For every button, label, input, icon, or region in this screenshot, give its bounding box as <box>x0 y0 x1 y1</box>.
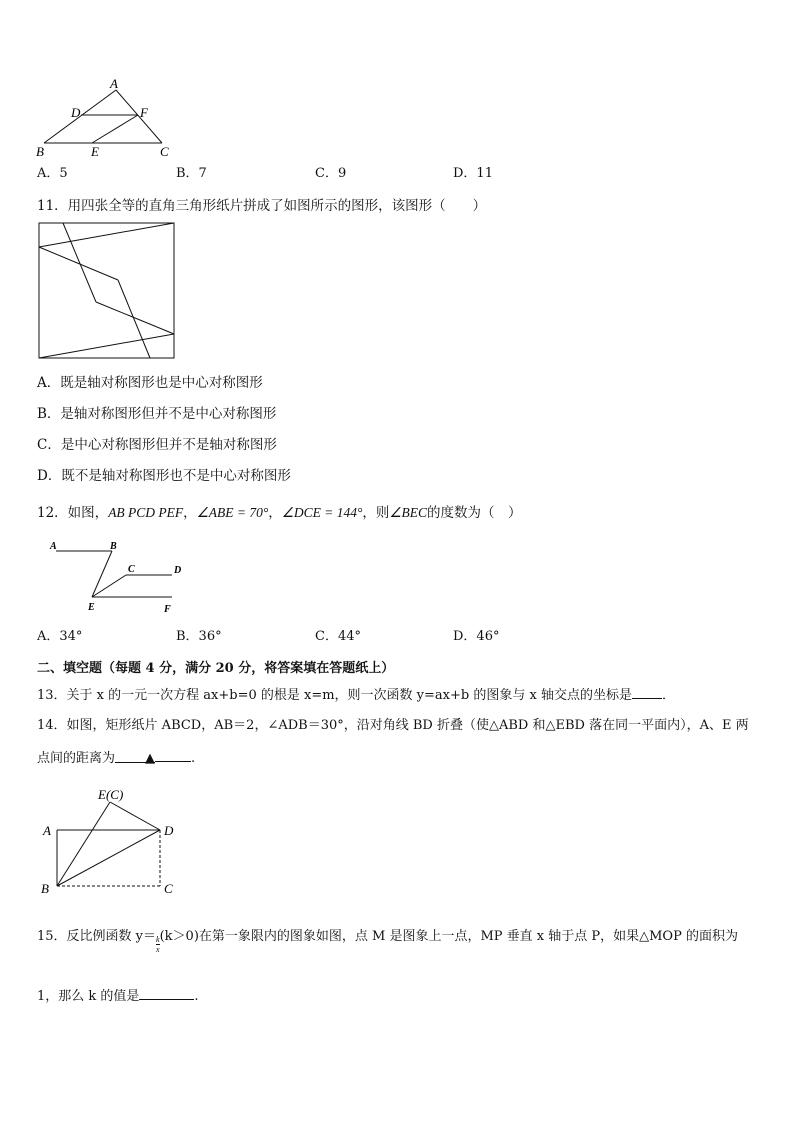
q12-prefix: 12．如图， <box>37 505 109 521</box>
q14-label-a: A <box>43 823 51 838</box>
q13-answer-blank[interactable] <box>632 686 662 699</box>
q15-fraction <box>156 935 160 954</box>
q13-text: 13．关于 x 的一元一次方程 ax+b=0 的根是 x=m，则一次函数 y=ax+b 的图象与 x 轴交点的坐标是 <box>37 688 632 703</box>
q12-label-c: C <box>128 564 135 575</box>
q15-answer-blank[interactable] <box>139 987 194 1000</box>
q13-end: ． <box>661 688 675 703</box>
q14-label-c: C <box>164 881 173 896</box>
section-heading-fill-in: 二、填空题（每题 4 分，满分 20 分，将答案填在答题纸上） <box>37 661 395 676</box>
q10-option-a: A．5 <box>37 166 68 181</box>
q14-diagonal-bd <box>57 830 160 886</box>
q10-triangle-figure <box>34 76 184 160</box>
q10-side-ac <box>116 90 162 143</box>
q12-option-b: B．36° <box>176 629 222 644</box>
q12-sep3: ，则 <box>362 505 390 521</box>
q10-label-d: D <box>71 105 81 120</box>
q15-line2 <box>37 987 199 1006</box>
q14-line1: 14．如图，矩形纸片 ABCD，AB＝2，∠ADB＝30°，沿对角线 BD 折叠（使△ABD 和△EBD 落在同一平面内），A、E 两 <box>37 718 749 733</box>
q11-option-c: C．是中心对称图形但并不是轴对称图形 <box>37 437 277 453</box>
q14-label-e-c: E(C) <box>98 787 124 802</box>
q11-pinwheel-square-figure <box>38 222 176 360</box>
q12-label-b: B <box>110 541 117 552</box>
q14-line2-pre: 点间的距离为 <box>37 751 116 766</box>
q14-answer-blank[interactable] <box>115 750 156 766</box>
q12-label-e: E <box>88 602 95 613</box>
q12-label-d: D <box>174 565 182 576</box>
q11-option-b: B．是轴对称图形但并不是中心对称图形 <box>37 406 277 422</box>
q15-line1 <box>37 927 738 954</box>
q15-fraction-num: k <box>156 935 160 944</box>
q12-option-a: A．34° <box>37 629 83 644</box>
q15-line2-text: 1，那么 k 的值是 <box>37 989 140 1004</box>
q10-option-b: B．7 <box>176 166 207 181</box>
q14-folded-rectangle-figure <box>36 785 186 897</box>
q10-segment-ef <box>92 115 138 143</box>
q14-answer-blank-tail[interactable] <box>155 749 191 762</box>
q12-suffix: 的度数为（ ） <box>427 505 522 521</box>
q10-option-d: D．11 <box>453 166 493 181</box>
q14-label-d: D <box>164 823 174 838</box>
q12-option-c: C．44° <box>315 629 361 644</box>
q15-pre: 15．反比例函数 y＝ <box>37 929 157 944</box>
q11-option-d: D．既不是轴对称图形也不是中心对称图形 <box>37 468 291 484</box>
q14-line2-end: . <box>191 751 196 766</box>
q15-mid: (k＞0)在第一象限内的图象如图，点 M 是图象上一点，MP 垂直 x 轴于点 P，如果△MOP 的面积为 <box>159 929 738 944</box>
q10-label-a: A <box>110 76 118 91</box>
q14-line2 <box>37 749 195 768</box>
q12-stem <box>37 504 522 522</box>
q12-parallel-lines-figure <box>44 535 194 619</box>
q12-option-d: D．46° <box>453 629 500 644</box>
q10-label-c: C <box>160 144 169 159</box>
q13-stem <box>37 686 675 705</box>
q14-label-b: B <box>41 881 49 896</box>
q11-option-a: A．既是轴对称图形也是中心对称图形 <box>37 375 263 391</box>
q10-label-b: B <box>36 144 44 159</box>
q12-angle-abe: ∠ABE = 70° <box>196 505 269 520</box>
q15-fraction-den: x <box>156 945 160 954</box>
q12-sep1: ， <box>183 505 197 521</box>
q10-label-e: E <box>91 144 99 159</box>
q11-stem: 11．用四张全等的直角三角形纸片拼成了如图所示的图形，该图形（ ） <box>37 198 487 214</box>
q14-triangle-mark: ▲ <box>145 751 156 766</box>
q14-side-be <box>57 802 110 886</box>
q12-sep2: ， <box>268 505 282 521</box>
q10-label-f: F <box>140 105 148 120</box>
q12-label-f: F <box>164 604 171 615</box>
q15-end: . <box>194 989 199 1004</box>
q12-angle-dce: ∠DCE = 144° <box>281 505 363 520</box>
q10-option-c: C．9 <box>315 166 347 181</box>
q12-label-a: A <box>50 541 57 552</box>
q12-angle-bec: ∠BEC <box>389 505 428 520</box>
q14-side-ed <box>110 802 160 830</box>
q12-parallel-condition: AB PCD PEF <box>108 505 184 520</box>
